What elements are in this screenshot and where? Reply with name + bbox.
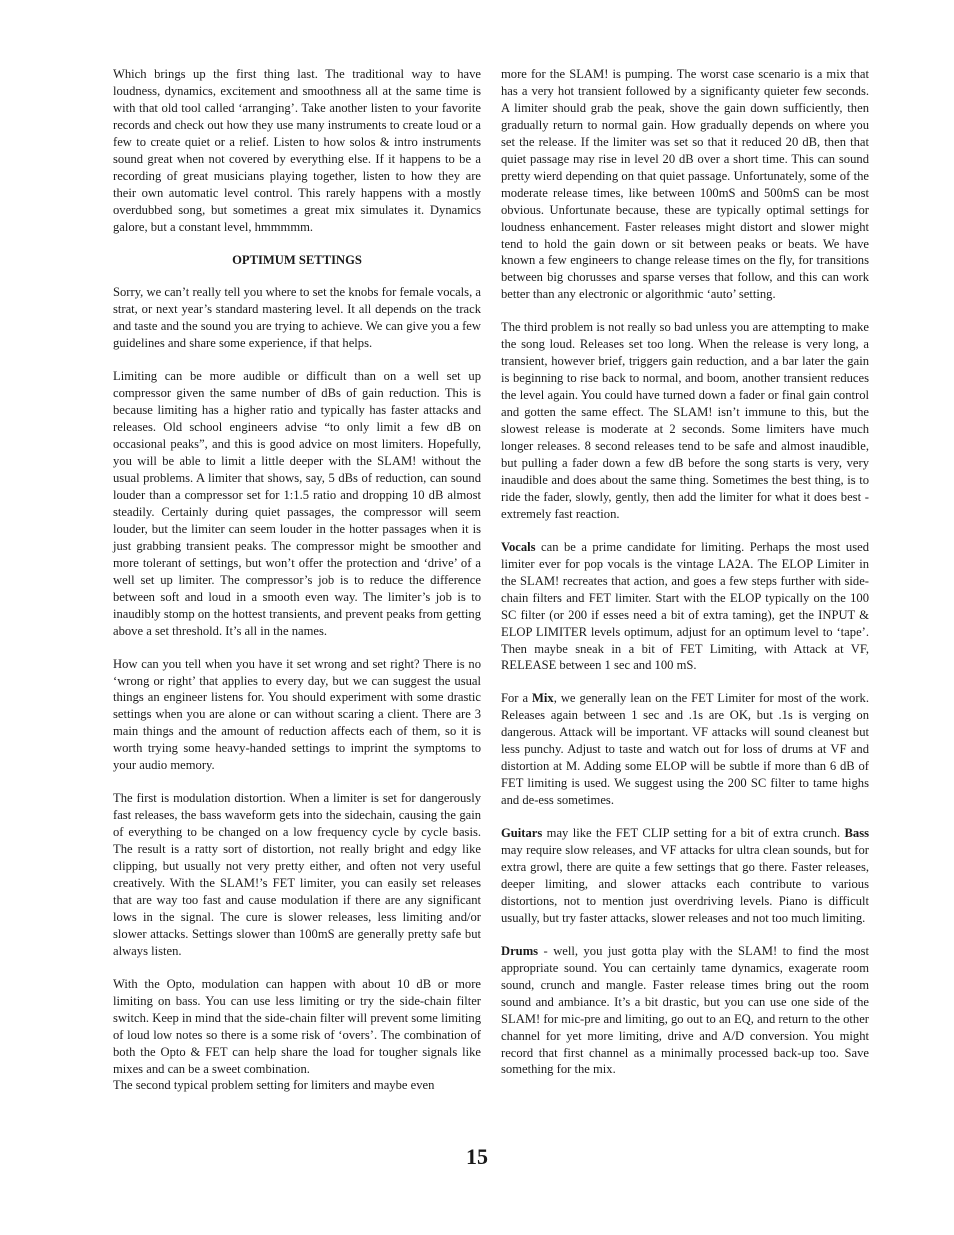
paragraph-vocals <box>501 539 869 675</box>
guitars-text: may like the FET CLIP setting for a bit of extra crunch. <box>542 826 845 841</box>
paragraph-pumping: more for the SLAM! is pumping. The worst case scenario is a mix that has a very hot transient followed by a significanty quieter few seconds. A limiter should grab the peak, shove the gain down sufficiently, then gradually return to normal gain. How gradually depends on where you set the release. If the limiter was set so that it reduced 20 dB, then that quiet passage may rise in level 20 dB over a short time. This can sound pretty wierd depending on that quiet passage. Unfortunately, some of the moderate release times, like between 100mS and 500mS can be most obvious. Unfortunate because, these are typically optimal settings for loudness enhancement. Faster releases might distort and slower might tend to hold the gain down or sit between peaks or beats. We have known a few engineers to change release times on the fly, for transitions between big chorusses and sparse verses that follow, and this can work better than any electronic or algorithmic ‘auto’ setting. <box>501 67 869 302</box>
drums-lead: Drums <box>501 943 539 958</box>
drums-text: - well, you just gotta play with the SLAM! to find the most appropriate sound. You can certainly tame dynamics, exagerate room sound, crunch and mangle. Faster release times bring out the room sound and ambiance. It’s a bit drastic, but you can use one side of the SLAM! for mic-pre and limiting, go out to an EQ, and return to the other channel for yet more limiting, drive and A/D conversion. You might record that first channel as a minimally processed back-up too. Save something for the mix. <box>501 943 869 1077</box>
paragraph-drums <box>501 943 869 1079</box>
left-column <box>113 66 481 1094</box>
section-heading-optimum-settings: OPTIMUM SETTINGS <box>232 252 362 267</box>
right-column <box>501 66 869 1078</box>
mix-pre: For a <box>501 691 533 706</box>
page-number: 15 <box>466 1144 488 1169</box>
paragraph-guitars-bass <box>501 825 869 927</box>
bass-lead: Bass <box>844 826 869 841</box>
paragraph-opto-modulation: With the Opto, modulation can happen with about 10 dB or more limiting on bass. You can use less limiting or try the side-chain filter switch. Keep in mind that the side-chain filter will prevent some limiting of loud low notes so there is a some risk of ‘overs’. The combination of both the Opto & FET can help share the load for tougher signals like mixes and can be a sweet combination. <box>113 976 481 1076</box>
mix-lead: Mix <box>532 691 554 706</box>
bass-text: may require slow releases, and VF attacks for ultra clean sounds, but for extra growl, there are quite a few settings that go there. Faster releases, deeper limiting, and slower attacks each contribute to various distortions, not to mention just overdriving levels. Piano is difficult usually, but try faster attacks, slower releases and not too much limiting. <box>501 843 869 925</box>
paragraph-modulation-distortion: The first is modulation distortion. When a limiter is set for dangerously fast releases, the bass waveform gets into the sidechain, causing the gain of everything to be changed on a low frequency cycle by cycle basis. The result is a ratty sort of distortion, not really bright and edgy like clipping, but usually not very pretty either, and often not very useful creatively. With the SLAM!’s FET limiter, you can easily set releases that are way too fast and cause modulation if there are any significant lows in the signal. The cure is slower releases, less limiting and/or slower attacks. Settings slower than 100mS are generally pretty safe but always listen. <box>113 791 481 958</box>
paragraph-second-problem-start: The second typical problem setting for limiters and maybe even <box>113 1078 435 1093</box>
paragraph-mix <box>501 690 869 809</box>
vocals-lead: Vocals <box>501 539 536 554</box>
paragraph-long-releases: The third problem is not really so bad unless you are attempting to make the song loud. Releases set too long. When the release is very long, a transient, however brief, triggers gain reduction, and a bar later the gain is beginning to rise back to normal, and boom, another transient reduces the level again. You could have turned down a fader or final gain control and gotten the same effect. The SLAM! isn’t immune to this, but the slowest release is moderate at 2 seconds. Some limiters have much longer releases. 8 second releases tend to be safe and almost inaudible, but pulling a fader down a few dB before the song starts is very, very inaudible and does about the same thing. Sometimes the best thing, is to ride the fader, slowly, gently, then add the limiter for what it does best - extremely fast reaction. <box>501 320 869 521</box>
guitars-lead: Guitars <box>501 826 543 841</box>
paragraph-limiting-vs-compression: Limiting can be more audible or difficult than on a well set up compressor given the same number of dBs of gain reduction. This is because limiting has a higher ratio and typically has faster attacks and releases. Old school engineers advise “to only limit a few dB on occasional peaks”, and this is good advice on most limiters. Hopefully, you will be able to limit a little deeper with the SLAM! without the usual problems. A limiter that shows, say, 5 dBs of reduction, can sound louder than a compressor set for 1:1.5 ratio and dropping 10 dB almost steadily. Certainly during quiet passages, the compressor will seem louder, but the limiter can seem louder in the hotter passages when it is just grabbing transient peaks. The compressor might be smoother and more tolerant of settings, but won’t offer the protection and ‘drive’ of a well set up limiter. The compressor’s job is to reduce the difference between soft and loud in a smooth even way. The limiter’s job is to inaudibly stomp on the hottest transients, and prevent peaks from getting above a set threshold. It’s all in the names. <box>113 369 481 638</box>
paragraph-set-wrong-or-right: How can you tell when you have it set wrong and set right? There is no ‘wrong or right’ that applies to every day, but we can suggest the usual things an engineer listens for. You should experiment with some drastic settings when you are alone or can without scaring a client. There are 3 main things and the amount of reduction affects each of them, so it is worth trying some heavy-handed settings to imprint the symptoms to your audio memory. <box>113 656 481 773</box>
vocals-text: can be a prime candidate for limiting. Perhaps the most used limiter ever for pop vocals is the vintage LA2A. The ELOP Limiter in the SLAM! recreates that action, and goes a few steps further with side-chain filters and FET limiter. Start with the ELOP typically on the 100 SC filter (or 200 if esses need a bit of extra taming), get the INPUT & ELOP LIMITER levels optimum, adjust for an optimum level to ‘tape’. Then maybe sneak in a bit of FET Limiting, with Attack at VF, RELEASE between 1 sec and 100 mS. <box>501 539 869 673</box>
mix-text: , we generally lean on the FET Limiter for most of the work. Releases again between 1 sec and .1s are OK, but .1s is verging on dangerous. Attack will be important. VF attacks will sound cleanest but less punchy. Adjust to taste and watch out for loss of drums at VF and distortion at M. Adding some ELOP will be subtle if more than 6 dB of FET limiting is used. We suggest using the 200 SC filter to tame highs and de-ess sometimes. <box>501 691 869 808</box>
paragraph-arranging: Which brings up the first thing last. The traditional way to have loudness, dynamics, excitement and smoothness all at the same time is with that old tool called ‘arranging’. Take another listen to your favorite records and check out how they use many instruments to create loud or a few to create quiet or a relief. Listen to how solos & intro instruments sound great when not covered by everything else. If it happens to be a recording of great musicians playing together, listen to how they are their own automatic level control. This rarely happens with a mostly overdubbed song, but sometimes a great mix simulates it. Dynamics galore, but a constant level, hmmmmm. <box>113 67 481 234</box>
paragraph-guidelines: Sorry, we can’t really tell you where to set the knobs for female vocals, a strat, or next year’s standard mastering level. It all depends on the track and taste and the sound you are trying to achieve. We can give you a few guidelines and share some experience, if that helps. <box>113 285 481 351</box>
